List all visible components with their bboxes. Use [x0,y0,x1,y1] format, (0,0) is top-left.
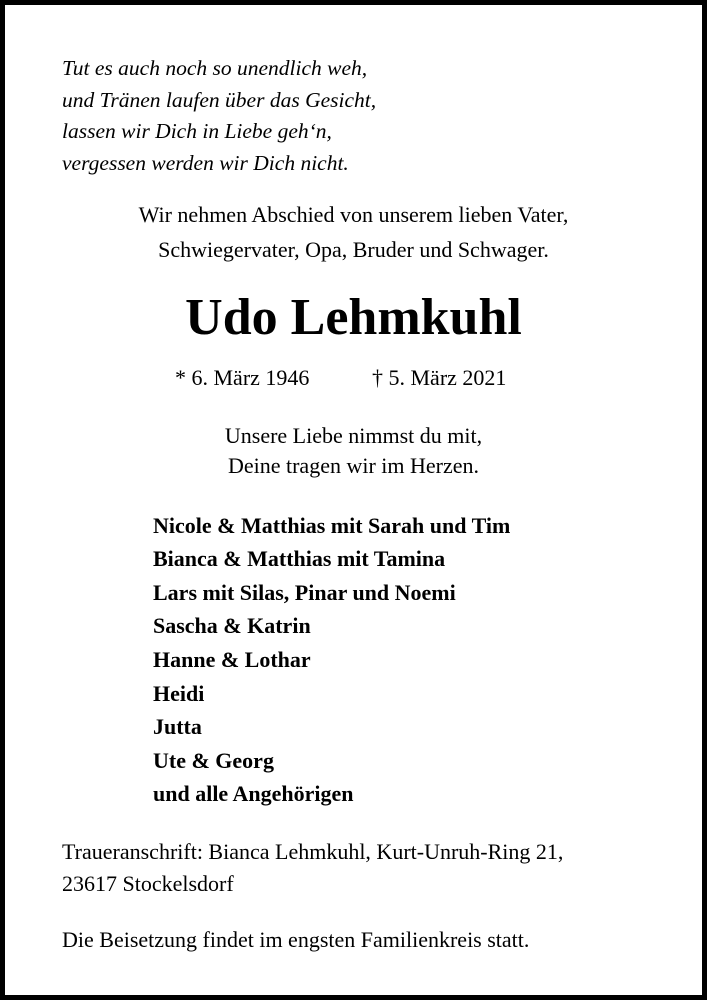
birth-date: * 6. März 1946 [175,365,310,390]
address-line: Traueranschrift: Bianca Lehmkuhl, Kurt-Unruh-Ring 21, [62,839,564,864]
mourner: Lars mit Silas, Pinar und Noemi [153,580,456,605]
poem-line: und Tränen laufen über das Gesicht, [62,88,377,112]
mourner: Ute & Georg [153,748,274,773]
death-date: † 5. März 2021 [372,365,507,390]
deceased-name: Udo Lehmkuhl [185,289,522,346]
mourner: Sascha & Katrin [153,613,311,638]
mourner: und alle Angehörigen [153,781,354,806]
mourner: Nicole & Matthias mit Sarah und Tim [153,513,511,538]
intro-line: Wir nehmen Abschied von unserem lieben Vater, [138,202,569,227]
mourner: Heidi [153,681,205,706]
poem-line: vergessen werden wir Dich nicht. [62,151,349,175]
address-line: 23617 Stockelsdorf [62,871,234,896]
saying-line: Deine tragen wir im Herzen. [227,453,480,478]
saying-line: Unsere Liebe nimmst du mit, [224,423,483,448]
poem-line: lassen wir Dich in Liebe geh‘n, [62,119,332,143]
poem-line: Tut es auch noch so unendlich weh, [62,56,368,80]
mourner: Hanne & Lothar [153,647,311,672]
intro-line: Schwiegervater, Opa, Bruder und Schwager. [158,237,549,262]
mourner: Bianca & Matthias mit Tamina [153,546,446,571]
funeral-note: Die Beisetzung findet im engsten Familienkreis statt. [62,927,530,952]
mourner: Jutta [153,714,202,739]
